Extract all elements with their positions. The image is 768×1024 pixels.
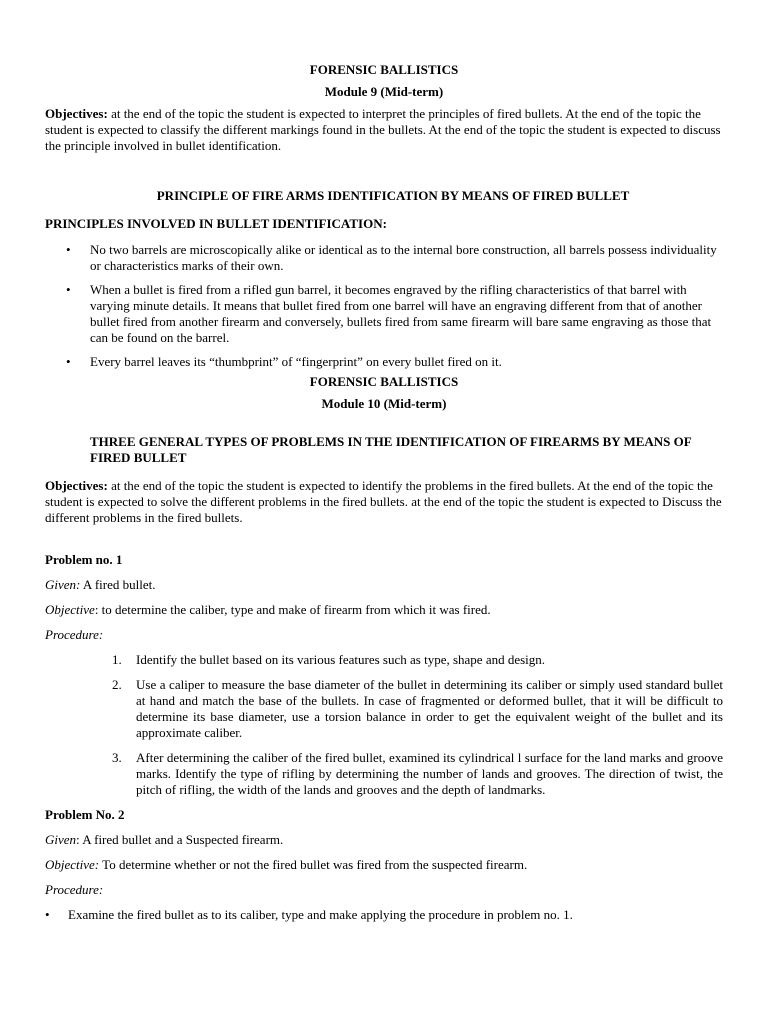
list-item: • Every barrel leaves its “thumbprint” of “fingerprint” on every bullet fired on it.: [66, 354, 502, 369]
document-page: [45, 60, 723, 923]
list-item: 1. Identify the bullet based on its various features such as type, shape and design.: [112, 652, 546, 667]
bullet-icon: •: [45, 907, 50, 922]
list-item: • When a bullet is fired from a rifled gun barrel, it becomes engraved by the rifling characteristics of that barrel with varying minute details. It means that bullet fired from one barrel will have an engraving different from that of another bullet fired from another firearm and conversely, bullets fired from same firearm will bare same engraving as those that can be found on the barrel.: [66, 282, 712, 345]
module9-objectives-text: at the end of the topic the student is expected to interpret the principles of fired bullets. At the end of the topic the student is expected to classify the different markings found in the bullets. At the end of the topic the student is expected to discuss the principle involved in bullet identification.: [45, 106, 721, 153]
module9-title: FORENSIC BALLISTICS: [309, 62, 459, 77]
bullet-icon: •: [66, 282, 71, 297]
list-item: 2. Use a caliper to measure the base diameter of the bullet in determining its caliber or simply used standard bullet at hand and match the base of the bullets. In case of fragmented or deformed bullet, that it will be difficult to determine its base diameter, use a torsion balance in order to get the equivalent weight of the bullet and its approximate caliber.: [112, 677, 723, 740]
bullet-icon: •: [66, 354, 71, 369]
problem2-step: • Examine the fired bullet as to its caliber, type and make applying the procedure in problem no. 1.: [45, 907, 573, 922]
module10-heading: THREE GENERAL TYPES OF PROBLEMS IN THE IDENTIFICATION OF FIREARMS BY MEANS OF FIRED BULLET: [90, 434, 692, 465]
problem2-objective: Objective: To determine whether or not the fired bullet was fired from the suspected firearm.: [45, 857, 528, 872]
module9-subtitle: Module 9 (Mid-term): [324, 84, 444, 99]
module9-objectives-label: Objectives:: [45, 106, 108, 121]
problem1-procedure-label: Procedure:: [45, 627, 104, 642]
problem1-heading: Problem no. 1: [45, 552, 123, 567]
problem2-given: Given: A fired bullet and a Suspected firearm.: [45, 832, 284, 847]
problem1-given: Given: A fired bullet.: [45, 577, 156, 592]
module10-title: FORENSIC BALLISTICS: [309, 374, 459, 389]
module9-objectives: [45, 106, 723, 154]
principles-involved-heading: PRINCIPLES INVOLVED IN BULLET IDENTIFICATION:: [45, 216, 387, 231]
problem2-heading: Problem No. 2: [45, 807, 125, 822]
module10-objectives-text: at the end of the topic the student is expected to identify the problems in the fired bullets. At the end of the topic the student is expected to solve the different problems in the fired bullets. at the end of the topic the student is expected to Discuss the different problems in the fired bullets.: [45, 478, 722, 525]
list-item: • No two barrels are microscopically alike or identical as to the internal bore construction, all barrels possess individuality or characteristics marks of their own.: [66, 242, 717, 273]
principle-heading: PRINCIPLE OF FIRE ARMS IDENTIFICATION BY MEANS OF FIRED BULLET: [156, 188, 630, 203]
problem1-steps: [45, 652, 723, 798]
module10-objectives: [45, 478, 723, 526]
module10-subtitle: Module 10 (Mid-term): [321, 396, 447, 411]
problem2-procedure-label: Procedure:: [45, 882, 104, 897]
list-item: 3. After determining the caliber of the fired bullet, examined its cylindrical l surface for the land marks and groove marks. Identify the type of rifling by determining the number of lands and grooves. The direction of twist, the pitch of rifling, the width of the lands and grooves and the depth of landmarks.: [112, 750, 723, 797]
bullet-icon: •: [66, 242, 71, 257]
principles-list: [45, 242, 723, 370]
problem1-objective: Objective: to determine the caliber, type and make of firearm from which it was fired.: [45, 602, 491, 617]
module10-objectives-label: Objectives:: [45, 478, 108, 493]
